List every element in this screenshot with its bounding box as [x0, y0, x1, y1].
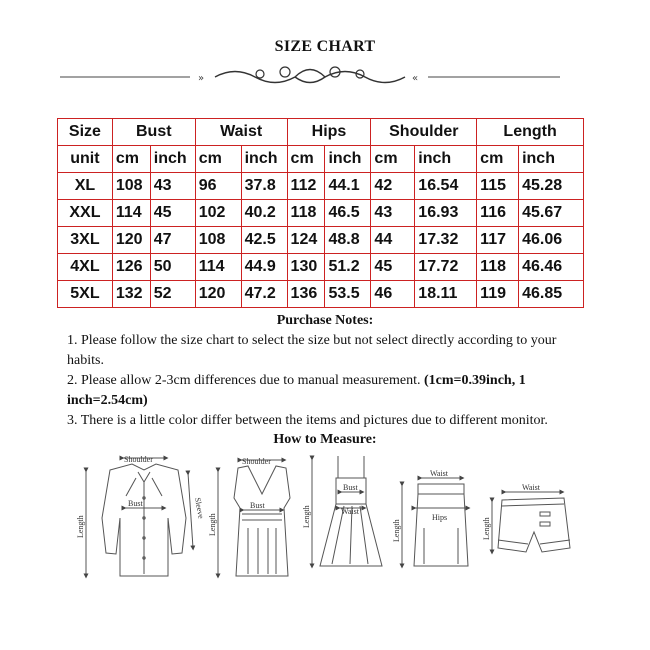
- decorative-divider: [60, 64, 560, 90]
- table-cell: 18.11: [415, 281, 477, 308]
- table-cell: 102: [195, 200, 241, 227]
- table-cell: 44.9: [241, 254, 287, 281]
- table-row: [58, 173, 584, 200]
- unit-cell: cm: [287, 146, 325, 173]
- how-to-measure-title: How to Measure:: [273, 432, 377, 447]
- note-1: 1. Please follow the size chart to select the size but not select directly according to your habits.: [67, 333, 557, 368]
- unit-cell: cm: [477, 146, 519, 173]
- size-label-cell: 5XL: [58, 281, 113, 308]
- note-2-conversion: (1cm=0.39inch, 1 inch=2.54cm): [67, 373, 526, 408]
- note-2: [67, 371, 567, 411]
- table-cell: 52: [150, 281, 195, 308]
- unit-cell: inch: [415, 146, 477, 173]
- header-shoulder: Shoulder: [371, 119, 477, 146]
- header-waist: Waist: [195, 119, 287, 146]
- table-cell: 130: [287, 254, 325, 281]
- note-2-text: 2. Please allow 2-3cm differences due to manual measurement.: [67, 373, 425, 388]
- label-bust-2: Bust: [250, 501, 265, 510]
- header-hips: Hips: [287, 119, 371, 146]
- table-cell: 108: [195, 227, 241, 254]
- table-cell: 136: [287, 281, 325, 308]
- table-cell: 116: [477, 200, 519, 227]
- table-cell: 37.8: [241, 173, 287, 200]
- unit-row: [58, 146, 584, 173]
- table-cell: 117: [477, 227, 519, 254]
- size-label-cell: 3XL: [58, 227, 113, 254]
- table-cell: 16.93: [415, 200, 477, 227]
- table-cell: 126: [112, 254, 150, 281]
- size-label-cell: XL: [58, 173, 113, 200]
- table-cell: 46.46: [519, 254, 584, 281]
- header-size: Size: [58, 119, 113, 146]
- svg-text:«: «: [412, 73, 419, 84]
- table-cell: 114: [195, 254, 241, 281]
- table-cell: 118: [287, 200, 325, 227]
- table-cell: 44.1: [325, 173, 371, 200]
- header-bust: Bust: [112, 119, 195, 146]
- label-waist-5: Waist: [522, 483, 541, 492]
- table-cell: 17.32: [415, 227, 477, 254]
- label-length-2: Length: [208, 513, 217, 536]
- svg-text:»: »: [198, 73, 205, 84]
- table-cell: 46: [371, 281, 415, 308]
- table-cell: 47: [150, 227, 195, 254]
- table-cell: 42.5: [241, 227, 287, 254]
- table-cell: 114: [112, 200, 150, 227]
- unit-cell: inch: [519, 146, 584, 173]
- label-sleeve: Sleeve: [193, 496, 206, 520]
- table-row: [58, 281, 584, 308]
- table-cell: 40.2: [241, 200, 287, 227]
- table-cell: 45: [150, 200, 195, 227]
- table-cell: 45.67: [519, 200, 584, 227]
- label-shoulder-1: Shoulder: [124, 455, 153, 464]
- unit-cell: cm: [195, 146, 241, 173]
- label-bust-3: Bust: [343, 483, 358, 492]
- label-length-4: Length: [392, 519, 401, 542]
- label-length-3: Length: [302, 505, 311, 528]
- table-cell: 47.2: [241, 281, 287, 308]
- note-3: 3. There is a little color differ between the items and pictures due to different monitor.: [67, 413, 548, 428]
- table-cell: 124: [287, 227, 325, 254]
- label-hips-4: Hips: [432, 513, 448, 522]
- shirt-figure-icon: [86, 458, 193, 576]
- table-cell: 45.28: [519, 173, 584, 200]
- label-waist-3: Waist: [341, 507, 360, 516]
- table-cell: 120: [112, 227, 150, 254]
- table-cell: 119: [477, 281, 519, 308]
- table-row: [58, 200, 584, 227]
- unit-cell: cm: [112, 146, 150, 173]
- size-label-cell: XXL: [58, 200, 113, 227]
- table-header-row: [58, 119, 584, 146]
- table-cell: 112: [287, 173, 325, 200]
- table-row: [58, 227, 584, 254]
- table-cell: 45: [371, 254, 415, 281]
- table-cell: 51.2: [325, 254, 371, 281]
- table-cell: 46.06: [519, 227, 584, 254]
- page-title: SIZE CHART: [274, 38, 376, 55]
- table-cell: 42: [371, 173, 415, 200]
- label-waist-4: Waist: [430, 469, 449, 478]
- table-cell: 43: [371, 200, 415, 227]
- table-cell: 118: [477, 254, 519, 281]
- tank-top-figure-icon: [218, 460, 290, 576]
- table-cell: 96: [195, 173, 241, 200]
- purchase-notes-title: Purchase Notes:: [276, 313, 374, 328]
- table-cell: 50: [150, 254, 195, 281]
- shorts-figure-icon: [492, 492, 570, 552]
- table-row: [58, 254, 584, 281]
- table-cell: 44: [371, 227, 415, 254]
- label-length-5: Length: [482, 517, 491, 540]
- skirt-figure-icon: [402, 478, 468, 566]
- unit-cell: inch: [325, 146, 371, 173]
- table-cell: 132: [112, 281, 150, 308]
- table-cell: 46.5: [325, 200, 371, 227]
- unit-cell: inch: [241, 146, 287, 173]
- table-cell: 108: [112, 173, 150, 200]
- size-chart-table: [57, 118, 584, 308]
- unit-cell: inch: [150, 146, 195, 173]
- table-cell: 46.85: [519, 281, 584, 308]
- header-length: Length: [477, 119, 584, 146]
- label-length-1: Length: [76, 515, 85, 538]
- table-cell: 48.8: [325, 227, 371, 254]
- table-cell: 53.5: [325, 281, 371, 308]
- table-cell: 115: [477, 173, 519, 200]
- label-shoulder-2: Shoulder: [242, 457, 271, 466]
- unit-label: unit: [58, 146, 113, 173]
- unit-cell: cm: [371, 146, 415, 173]
- size-label-cell: 4XL: [58, 254, 113, 281]
- table-cell: 17.72: [415, 254, 477, 281]
- label-bust-1: Bust: [128, 499, 143, 508]
- table-cell: 43: [150, 173, 195, 200]
- measurement-illustrations: [62, 448, 582, 588]
- table-cell: 120: [195, 281, 241, 308]
- table-cell: 16.54: [415, 173, 477, 200]
